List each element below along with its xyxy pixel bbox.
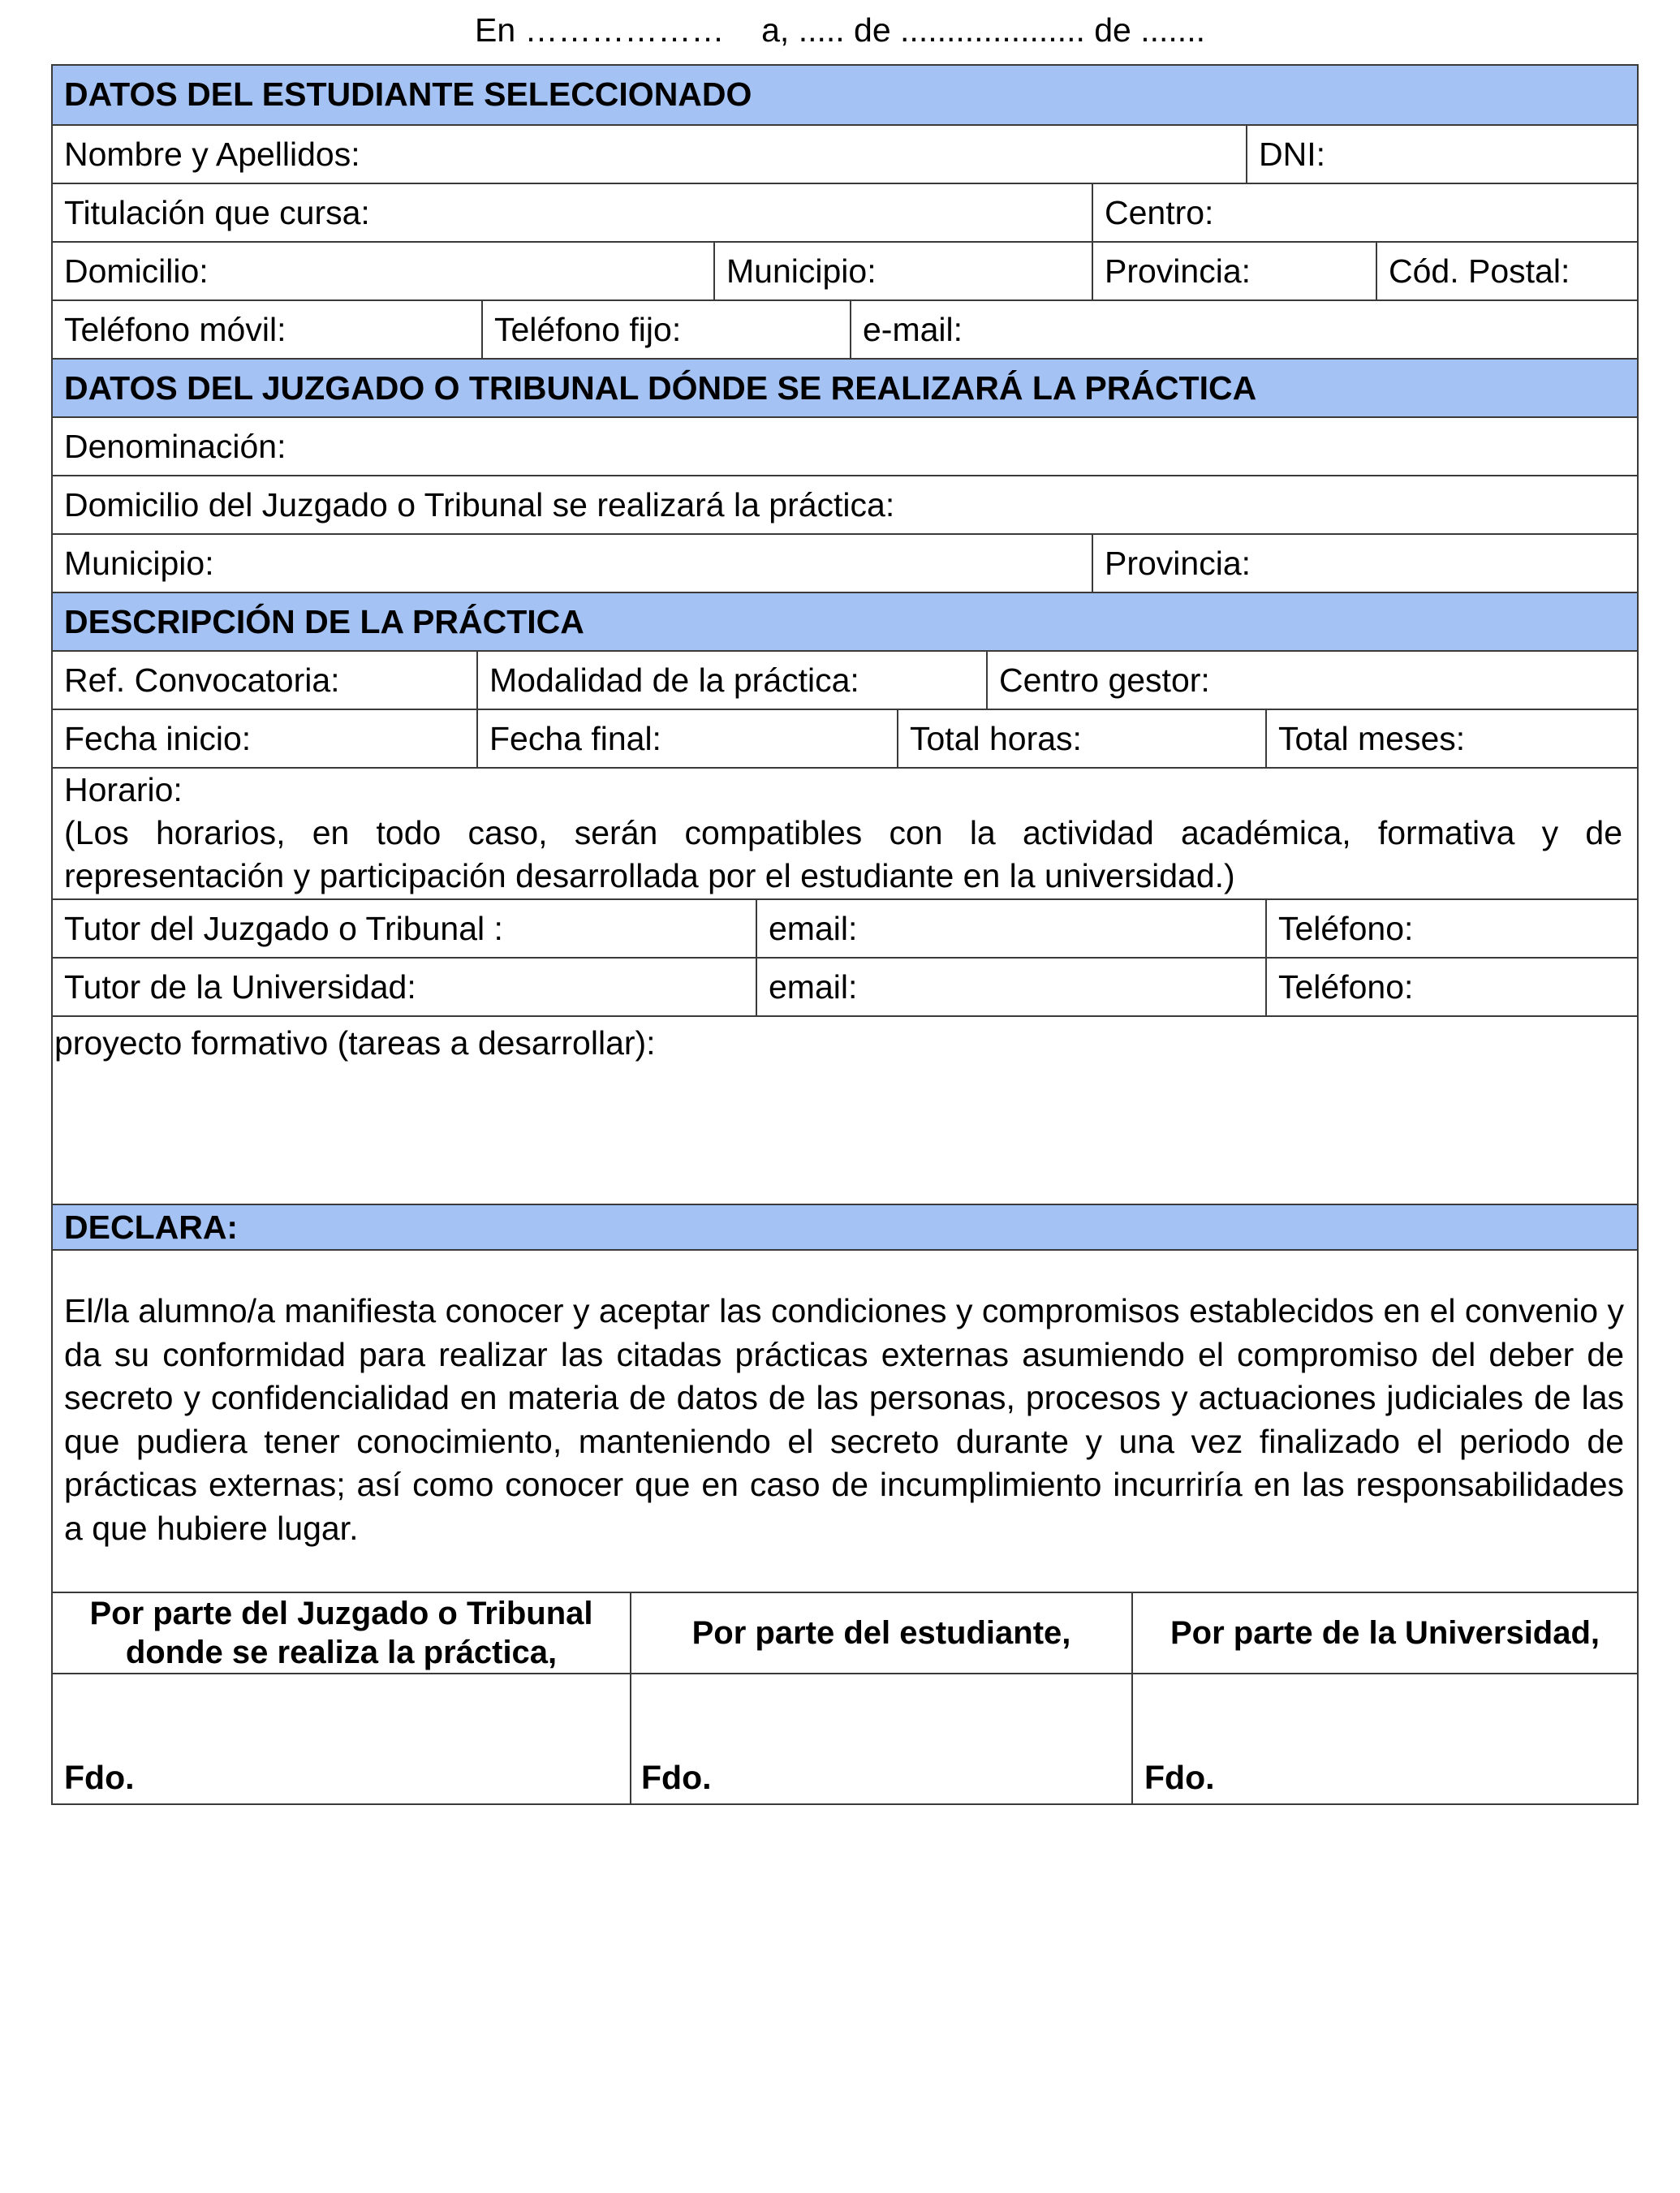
court-signature-box[interactable] [53, 1674, 630, 1803]
court-signature-header-line2: donde se realiza la práctica, [125, 1635, 558, 1670]
university-signature-box[interactable] [1133, 1674, 1637, 1803]
training-project-field[interactable] [53, 1017, 1637, 1204]
student-signature-box[interactable] [631, 1674, 1131, 1803]
form-table [51, 64, 1639, 1805]
student-email-field[interactable]: e-mail: [863, 311, 963, 348]
schedule-note-line-2: representación y participación desarrollada por el estudiante en la universidad.) [64, 857, 1235, 894]
student-name-field[interactable]: Nombre y Apellidos: [64, 136, 360, 173]
schedule-field[interactable] [53, 769, 1637, 898]
student-center-field[interactable]: Centro: [1105, 194, 1214, 231]
date-line: En ……………… a, ..... de .................... de ....... [475, 11, 1205, 49]
court-signature-fdo: Fdo. [64, 1759, 135, 1796]
court-section-header: DATOS DEL JUZGADO O TRIBUNAL DÓNDE SE REALIZARÁ LA PRÁCTICA [53, 360, 1637, 416]
schedule-label: Horario: [64, 771, 183, 808]
court-name-field[interactable]: Denominación: [64, 428, 286, 465]
court-tutor-email-field[interactable]: email: [769, 910, 858, 947]
start-date-field[interactable]: Fecha inicio: [64, 720, 252, 757]
student-address-field[interactable]: Domicilio: [64, 252, 209, 290]
student-degree-field[interactable]: Titulación que cursa: [64, 194, 370, 231]
student-signature-fdo: Fdo. [641, 1759, 712, 1796]
schedule-note-line-1: (Los horarios, en todo caso, serán compatibles con la actividad académica, formativa y de [64, 814, 1622, 851]
court-tutor-phone-field[interactable]: Teléfono: [1278, 910, 1414, 947]
court-signature-header [53, 1593, 630, 1673]
training-project-label: proyecto formativo (tareas a desarrollar): [54, 1024, 656, 1062]
court-municipality-field[interactable]: Municipio: [64, 545, 214, 582]
declaration-text: El/la alumno/a manifiesta conocer y aceptar las condiciones y compromisos establecidos en el convenio y da su conformidad para realizar las citadas prácticas externas asumiendo el compromiso del deber de secreto y confidencialidad en materia de datos de las personas, procesos y actuaciones judiciales de las que pudiera tener conocimiento, manteniendo el secreto durante y una vez finalizado el periodo de prácticas externas; así como conocer que en caso de incumplimiento incurriría en las responsabilidades a que hubiere lugar. [64, 1292, 1624, 1547]
student-signature-header: Por parte del estudiante, [691, 1615, 1071, 1651]
uni-tutor-email-field[interactable]: email: [769, 968, 858, 1006]
modality-field[interactable]: Modalidad de la práctica: [489, 661, 859, 699]
student-province-field[interactable]: Provincia: [1105, 252, 1251, 290]
court-province-field[interactable]: Provincia: [1105, 545, 1251, 582]
total-months-field[interactable]: Total meses: [1278, 720, 1466, 757]
uni-tutor-phone-field[interactable]: Teléfono: [1278, 968, 1414, 1006]
student-dni-field[interactable]: DNI: [1259, 136, 1325, 173]
student-municipality-field[interactable]: Municipio: [726, 252, 877, 290]
uni-tutor-field[interactable]: Tutor de la Universidad: [64, 968, 416, 1006]
court-signature-header-line1: Por parte del Juzgado o Tribunal [89, 1596, 593, 1631]
university-signature-fdo: Fdo. [1144, 1759, 1215, 1796]
student-section-header: DATOS DEL ESTUDIANTE SELECCIONADO [53, 66, 1637, 124]
university-signature-header: Por parte de la Universidad, [1170, 1615, 1600, 1651]
total-hours-field[interactable]: Total horas: [910, 720, 1082, 757]
call-ref-field[interactable]: Ref. Convocatoria: [64, 661, 340, 699]
student-landline-field[interactable]: Teléfono fijo: [494, 311, 682, 348]
court-tutor-field[interactable]: Tutor del Juzgado o Tribunal : [64, 910, 503, 947]
practice-section-header: DESCRIPCIÓN DE LA PRÁCTICA [53, 593, 1637, 650]
end-date-field[interactable]: Fecha final: [489, 720, 661, 757]
court-address-field[interactable]: Domicilio del Juzgado o Tribunal se realizará la práctica: [64, 486, 895, 523]
student-mobile-field[interactable]: Teléfono móvil: [64, 311, 286, 348]
declaration-header: DECLARA: [53, 1205, 1637, 1249]
managing-center-field[interactable]: Centro gestor: [999, 661, 1210, 699]
student-postal-code-field[interactable]: Cód. Postal: [1389, 252, 1570, 290]
